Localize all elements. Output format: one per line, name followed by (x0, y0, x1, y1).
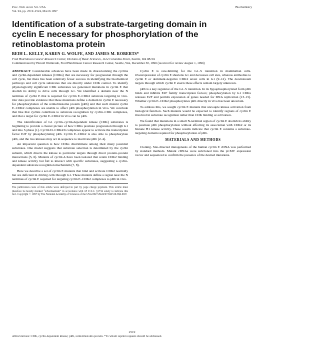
body-paragraph: Cyclin E is rate-limiting for the G1–S transition in mammalian cells. Overexpression of cyclin E shortens G1 and decreases cell size, whereas antibodies to cyclin E or dominant-negative CDK2 arrest cells in G1 (9–12). The downstream targets through which cyclin E exerts these effects remain largely unknown. (135, 68, 251, 86)
journal-masthead (12, 6, 252, 14)
abbreviations-footer: Abbreviations: CDK, cyclin-dependent kinase; pRb, retinoblastoma protein. *To whom reprint requests should be addressed. (12, 334, 163, 338)
right-column (135, 69, 251, 197)
body-paragraph: pRb is a key regulator of the G1–S transition. In its hypophosphorylated form pRb binds and inhibits E2F family transcription factors; phosphorylation by G1 CDKs releases E2F and permits expression of genes needed for DNA replication (13–15). Whether cyclin E–CDK2 phosphorylates pRb directly in vivo has been uncertain. (135, 86, 251, 104)
journal-section: Biochemistry (235, 5, 252, 9)
left-column (12, 69, 128, 197)
methods-paragraph: Cloning. Site-directed mutagenesis of the human cyclin E cDNA was performed by standard methods. Mutant cDNAs were subcloned into the pCMV expression vector and sequenced to confirm the presence of the desired mutations. (135, 144, 251, 157)
body-paragraph: The identification of G1 cyclin–cyclin-dependent kinase (CDK) substrates is beginning to provide a clearer picture of how CDKs promote progression through G1 and into S phase (1). Cyclin D–CDK4/6 complexes appear to activate the transcription factor E2F by phosphorylating pRb. Cyclin E–CDK2 is also able to phosphorylate pRb, and the two kinases may act in sequence to inactivate pRb (2–4). (12, 119, 128, 141)
two-column-body (12, 69, 252, 197)
abstract (12, 69, 128, 119)
journal-name: Proc. Natl. Acad. Sci. USA (12, 5, 46, 9)
author-list: BEIH L. KELLY, KAREN G. WOLFE, AND JAMES M. ROBERTS* (12, 50, 140, 56)
journal-volume: Vol. 94, pp. 2519–2524, March 1997 (12, 8, 58, 13)
page-number: 2519 (128, 330, 136, 334)
publication-footnote: The publication costs of this article were defrayed in part by page charge payment. This article must therefore be hereby marked “advertisement” in accordance with 18 U.S.C. §1734 solely to indicate this fact. Copyright © 1997 by The National Academy of Sciences of the USA 0027-8424/97/942519-6$2.00/0 (12, 186, 128, 196)
affiliation: Fred Hutchinson Cancer Research Center, Division of Basic Sciences, 1124 Columbia Street, Seattle, WA 98104 (12, 56, 155, 61)
methods-heading: MATERIALS AND METHODS (165, 138, 221, 143)
abstract-text: Considerable advances have been made in characterizing the cyclins and cyclin-dependent kinases (CDKs) that are necessary for progression through the cell cycle, but there has been relatively fewer success in identifying the biochemical pathways and cell cycle substrates that are directly under CDK control. To identify physiologically significant CDK substrates we generated mutations in cyclin E that abolish its ability to drive cells through G1. We identified a domain near the N terminus of cyclin E that is required for cyclin E–CDK2 substrate targeting in vivo. Our data provide evidence that these mutations define a domain in cyclin E necessary for phosphorylation of the retinoblastoma protein (pRb) and that such mutant cyclin E–CDK2 complexes are unable to affect pRb phosphorylation in vivo. We conclude that like that cyclins contribute to substrate recognition by cyclin–CDK complexes, and that a target for cyclin E–CDK2 in vivo can be pRb. (12, 68, 128, 119)
footnote-divider (12, 183, 128, 184)
article-title: Identification of a substrate-targeting domain in cyclin E necessary for phosphorylation of the retinoblastoma protein (12, 18, 207, 49)
body-paragraph: We found that mutations in a small N-terminal region of cyclin E abolish its ability to promote pRb phosphorylation without affecting its association with CDK2 or its histone H1 kinase activity. These results indicate that cyclin E contains a substrate-targeting domain required for phosphorylation of pRb. (135, 118, 251, 136)
body-paragraph: Here we describe a set of cyclin E mutants that bind and activate CDK2 normally but are deficient in driving cells through G1. These mutants define a region near the N terminus of cyclin E required for targeting cyclin E–CDK2 complexes to pRb in vivo. (12, 168, 128, 181)
body-paragraph: An important question is how CDKs discriminate among their many potential substrates. One model suggests that substrate selection is determined by the cyclin subunit, which directs the kinase to particular targets through direct protein–protein interactions (5, 6). Mutants of cyclin A have been isolated that retain CDK2 binding and kinase activity but fail to interact with specific substrates, suggesting a cyclin-dependent substrate recognition mechanism (7, 8). (12, 142, 128, 168)
abstract-label: ABSTRACT (12, 68, 32, 73)
body-paragraph: To address this, we sought cyclin E mutants that uncouple kinase activation from biological function. Such mutants would be expected to identify regions of cyclin E involved in substrate recognition rather than CDK binding or activation. (135, 104, 251, 118)
communicated-by: Communicated by Harold Weintraub, Fred Hutchinson Cancer Research Center, Seattle, WA, December 30, 1996 (received for review August 1, 1996) (12, 60, 205, 65)
